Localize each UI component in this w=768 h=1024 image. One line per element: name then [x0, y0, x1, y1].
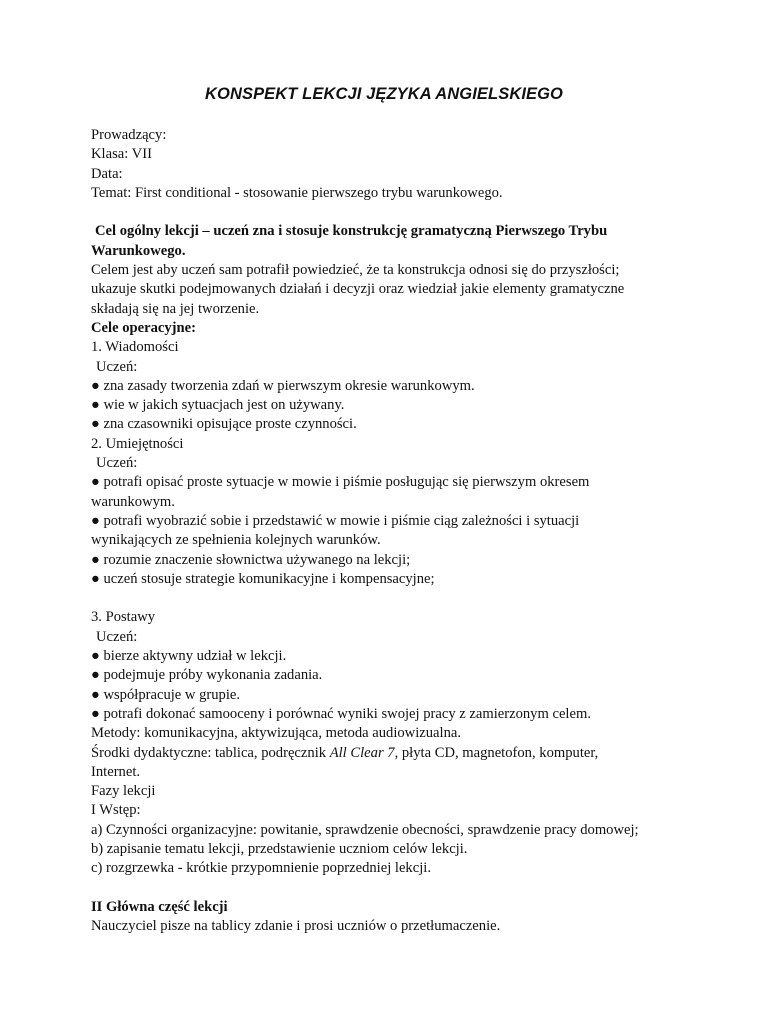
materials-line-2: Internet.: [91, 763, 141, 780]
operational-goals-heading: Cele operacyjne:: [91, 319, 196, 336]
general-goal-line-2: Warunkowego.: [91, 242, 186, 259]
document-title: KONSPEKT LEKCJI JĘZYKA ANGIELSKIEGO: [205, 85, 563, 103]
list-item: ● potrafi dokonać samooceny i porównać wyniki swojej pracy z zamierzonym celem.: [91, 705, 591, 722]
skills-student-label: Uczeń:: [96, 455, 138, 472]
list-item: ● potrafi wyobrazić sobie i przedstawić w mowie i piśmie ciąg zależności i sytuacji: [91, 512, 580, 529]
main-part-heading: II Główna część lekcji: [91, 898, 228, 915]
list-item: ● wie w jakich sytuacjach jest on używany.: [91, 397, 345, 414]
list-item: ● zna zasady tworzenia zdań w pierwszym okresie warunkowym.: [91, 377, 475, 394]
list-item: ● podejmuje próby wykonania zadania.: [91, 667, 323, 684]
attitudes-student-label: Uczeń:: [96, 628, 138, 645]
spacer: [91, 879, 691, 898]
date-line: Data:: [91, 165, 123, 182]
list-item: ● uczeń stosuje strategie komunikacyjne i kompensacyjne;: [91, 570, 435, 587]
document-body: [91, 126, 691, 936]
methods-line: Metody: komunikacyjna, aktywizująca, metoda audiowizualna.: [91, 725, 461, 742]
list-item: ● zna czasowniki opisujące proste czynności.: [91, 416, 357, 433]
list-item: ● bierze aktywny udział w lekcji.: [91, 648, 287, 665]
goal-description-line: ukazuje skutki podejmowanych działań i decyzji oraz wiedział jakie elementy gramatyczne: [91, 281, 625, 298]
list-item: ● współpracuje w grupie.: [91, 686, 241, 703]
list-item: b) zapisanie tematu lekcji, przedstawienie uczniom celów lekcji.: [91, 840, 468, 857]
goal-description-line: Celem jest aby uczeń sam potrafił powiedzieć, że ta konstrukcja odnosi się do przyszłości;: [91, 262, 620, 279]
list-item: ● rozumie znaczenie słownictwa używanego na lekcji;: [91, 551, 411, 568]
materials-text: Środki dydaktyczne: tablica, podręcznik: [91, 744, 330, 761]
list-item: a) Czynności organizacyjne: powitanie, sprawdzenie obecności, sprawdzenie pracy domowej;: [91, 821, 639, 838]
intro-heading: I Wstęp:: [91, 802, 141, 819]
list-item: warunkowym.: [91, 493, 175, 510]
grade-line: Klasa: VII: [91, 146, 152, 163]
materials-text-rest: , płyta CD, magnetofon, komputer,: [394, 744, 599, 761]
phases-heading: Fazy lekcji: [91, 783, 156, 800]
list-item: c) rozgrzewka - krótkie przypomnienie poprzedniej lekcji.: [91, 860, 431, 877]
spacer: [91, 589, 691, 608]
goal-description-line: składają się na jej tworzenie.: [91, 300, 260, 317]
teacher-line: Prowadzący:: [91, 127, 167, 143]
main-part-text: Nauczyciel pisze na tablicy zdanie i prosi uczniów o przetłumaczenie.: [91, 918, 501, 935]
spacer: [91, 203, 691, 222]
list-item: ● potrafi opisać proste sytuacje w mowie i piśmie posługując się pierwszym okresem: [91, 474, 590, 491]
topic-line: Temat: First conditional - stosowanie pierwszego trybu warunkowego.: [91, 184, 503, 201]
list-item: wynikających ze spełnienia kolejnych warunków.: [91, 532, 381, 549]
knowledge-student-label: Uczeń:: [96, 358, 138, 375]
skills-heading: 2. Umiejętności: [91, 435, 184, 452]
knowledge-heading: 1. Wiadomości: [91, 339, 179, 356]
attitudes-heading: 3. Postawy: [91, 609, 156, 626]
general-goal-line-1: Cel ogólny lekcji – uczeń zna i stosuje konstrukcję gramatyczną Pierwszego Trybu: [95, 223, 608, 240]
textbook-title: All Clear 7: [329, 744, 395, 761]
materials-line: [91, 744, 691, 763]
